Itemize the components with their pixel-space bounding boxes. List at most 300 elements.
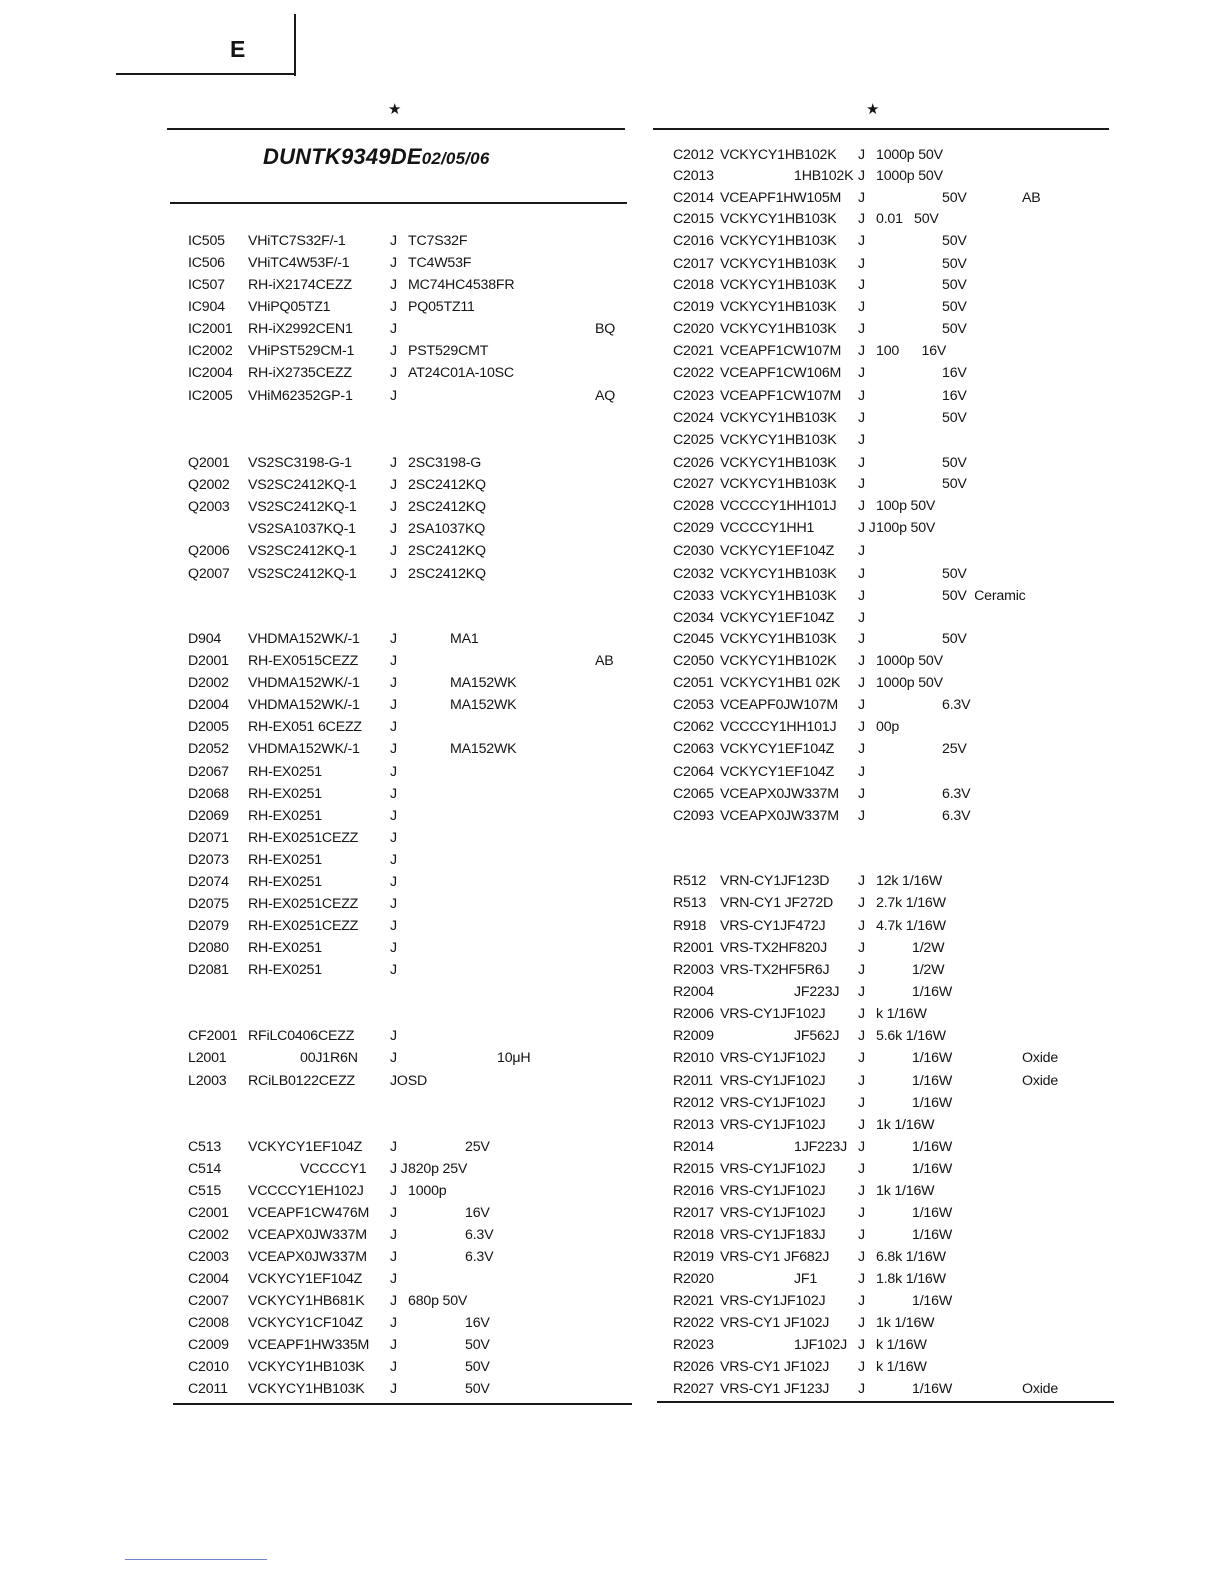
parts-code: J (858, 343, 865, 359)
parts-ref: D2079 (188, 918, 229, 934)
parts-code: J (390, 874, 397, 890)
parts-desc: 1000p 50V (876, 653, 943, 669)
parts-code: J (858, 962, 865, 978)
parts-desc: 100p 50V (876, 498, 936, 514)
parts-code: J (390, 477, 397, 493)
parts-code: J (390, 299, 397, 315)
parts-part: VCEAPF1CW107M (720, 343, 842, 359)
parts-ref: C2018 (673, 277, 714, 293)
parts-desc: 16V (465, 1205, 490, 1221)
parts-desc: AT24C01A-10SC (408, 365, 514, 381)
parts-ref: R512 (673, 873, 707, 889)
parts-ref: C2093 (673, 808, 714, 824)
parts-row (0, 631, 1224, 647)
parts-code: J (858, 1381, 865, 1397)
parts-desc: 6.3V (465, 1249, 494, 1265)
parts-ref: R513 (673, 895, 707, 911)
parts-part: JF1 (794, 1271, 818, 1287)
parts-part: VHDMA152WK/-1 (248, 631, 360, 647)
parts-ref: R2022 (673, 1315, 714, 1331)
parts-part: VCKYCY1HB102K (720, 147, 837, 163)
right-column-top-rule (653, 128, 1109, 130)
parts-row (0, 476, 1224, 492)
parts-desc: 50V Ceramic (942, 588, 1026, 604)
parts-row (0, 1073, 1224, 1089)
parts-code: J (390, 675, 397, 691)
parts-code: J (390, 255, 397, 271)
parts-desc: 50V (942, 190, 967, 206)
parts-part: VRS-CY1JF183J (720, 1227, 826, 1243)
parts-desc: 2SA1037KQ (408, 521, 486, 537)
parts-code: J (858, 211, 865, 227)
parts-ref: C2003 (188, 1249, 229, 1265)
parts-ref: C2021 (673, 343, 714, 359)
parts-row (0, 1337, 1224, 1353)
parts-ref: C2030 (673, 543, 714, 559)
parts-code: J (390, 566, 397, 582)
parts-ref: C2063 (673, 741, 714, 757)
parts-ref: R2017 (673, 1205, 714, 1221)
parts-part: VRS-CY1JF102J (720, 1050, 826, 1066)
parts-part: RH-EX0251 (248, 808, 322, 824)
parts-rank: AQ (595, 388, 616, 404)
parts-code: J (858, 808, 865, 824)
parts-ref: IC904 (188, 299, 225, 315)
parts-part: VRS-CY1JF102J (720, 1073, 826, 1089)
parts-code: J (390, 1249, 397, 1265)
parts-part: VCEAPX0JW337M (248, 1227, 367, 1243)
parts-ref: IC506 (188, 255, 225, 271)
parts-desc: PQ05TZ11 (408, 299, 475, 315)
parts-part: VCKYCY1EF104Z (720, 764, 835, 780)
parts-ref: C2019 (673, 299, 714, 315)
header-horizontal-rule (116, 73, 296, 75)
parts-desc: 100p 50V (876, 520, 936, 536)
parts-part: VCKYCY1EF104Z (720, 741, 835, 757)
parts-ref: C2051 (673, 675, 714, 691)
parts-part: VCKYCY1HB103K (720, 476, 837, 492)
parts-desc: 1/16W (912, 984, 953, 1000)
parts-desc: 16V (942, 365, 967, 381)
parts-row (0, 455, 1224, 471)
parts-part: VCEAPF1CW106M (720, 365, 842, 381)
parts-code: J (858, 432, 865, 448)
parts-desc: 1/16W (912, 1293, 953, 1309)
parts-ref: C2034 (673, 610, 714, 626)
parts-part: VCKYCY1HB103K (720, 455, 837, 471)
parts-row (0, 299, 1224, 315)
parts-row (0, 365, 1224, 381)
parts-code: J (858, 1271, 865, 1287)
parts-part: VHDMA152WK/-1 (248, 675, 360, 691)
parts-part: RH-EX0251 (248, 962, 322, 978)
parts-code: J (390, 918, 397, 934)
parts-code: J (390, 388, 397, 404)
header-vertical-rule (294, 14, 296, 76)
parts-code: J (858, 1073, 865, 1089)
parts-part: RH-EX0251 (248, 764, 322, 780)
parts-ref: C2009 (188, 1337, 229, 1353)
parts-desc: 50V (942, 256, 967, 272)
parts-part: VCKYCY1HB103K (720, 321, 837, 337)
parts-part: VCKYCY1HB103K (720, 256, 837, 272)
parts-code: J (858, 168, 865, 184)
parts-desc: TC7S32F (408, 233, 468, 249)
parts-desc: 50V (942, 476, 967, 492)
parts-desc: 2SC3198-G (408, 455, 482, 471)
parts-desc: 50V (942, 277, 967, 293)
parts-part: VCEAPF1HW335M (248, 1337, 370, 1353)
parts-ref: C2032 (673, 566, 714, 582)
parts-ref: C2015 (673, 211, 714, 227)
parts-desc: 1000p 50V (876, 147, 943, 163)
parts-row (0, 543, 1224, 559)
parts-part: JF562J (794, 1028, 840, 1044)
parts-row (0, 1117, 1224, 1133)
parts-part: RH-EX0251CEZZ (248, 918, 359, 934)
parts-row (0, 566, 1224, 582)
parts-row (0, 321, 1224, 337)
parts-part: VCKYCY1HB103K (720, 233, 837, 249)
parts-part: VCKYCY1HB1 02K (720, 675, 841, 691)
parts-row (0, 1293, 1224, 1309)
parts-code: J (390, 786, 397, 802)
parts-code: J (390, 1028, 397, 1044)
parts-row (0, 233, 1224, 249)
parts-ref: R2016 (673, 1183, 714, 1199)
parts-ref: IC2001 (188, 321, 233, 337)
parts-part: VCEAPF1CW476M (248, 1205, 370, 1221)
parts-desc: 680p 50V (408, 1293, 468, 1309)
parts-ref: L2001 (188, 1050, 227, 1066)
parts-part: 1JF223J (794, 1139, 848, 1155)
parts-part: 1HB102K (794, 168, 854, 184)
parts-row (0, 808, 1224, 824)
parts-code: J (858, 147, 865, 163)
parts-part: VHiPST529CM-1 (248, 343, 355, 359)
parts-code: J (858, 1227, 865, 1243)
parts-ref: C2026 (673, 455, 714, 471)
parts-desc: 50V (942, 233, 967, 249)
parts-ref: D2074 (188, 874, 229, 890)
parts-code: J (390, 1183, 397, 1199)
parts-code: J (390, 764, 397, 780)
footer-rule (125, 1559, 267, 1560)
parts-ref: D2052 (188, 741, 229, 757)
parts-code: J (858, 1183, 865, 1199)
parts-code: J (858, 277, 865, 293)
parts-ref: D2069 (188, 808, 229, 824)
parts-ref: C2007 (188, 1293, 229, 1309)
parts-row (0, 764, 1224, 780)
parts-part: VCKYCY1HB103K (720, 631, 837, 647)
parts-ref: R2021 (673, 1293, 714, 1309)
parts-desc: 6.3V (942, 697, 971, 713)
parts-ref: C2023 (673, 388, 714, 404)
parts-part: VHDMA152WK/-1 (248, 697, 360, 713)
parts-code: J (858, 1028, 865, 1044)
parts-code: J (390, 697, 397, 713)
parts-ref: Q2002 (188, 477, 230, 493)
parts-ref: C2065 (673, 786, 714, 802)
parts-row (0, 1249, 1224, 1265)
parts-ref: C2062 (673, 719, 714, 735)
model-suffix: 02/05/06 (421, 149, 490, 168)
parts-row (0, 147, 1224, 163)
parts-code: J (858, 321, 865, 337)
parts-desc: 25V (942, 741, 967, 757)
parts-part: 1JF102J (794, 1337, 848, 1353)
parts-row (0, 830, 1224, 846)
parts-code: J (390, 962, 397, 978)
parts-desc: 6.3V (465, 1227, 494, 1243)
parts-ref: C515 (188, 1183, 222, 1199)
parts-ref: D2005 (188, 719, 229, 735)
parts-row (0, 1315, 1224, 1331)
parts-part: VS2SC2412KQ-1 (248, 566, 357, 582)
parts-row (0, 343, 1224, 359)
parts-code: J (858, 543, 865, 559)
parts-desc: 0.01 50V (876, 211, 939, 227)
parts-part: RCiLB0122CEZZ (248, 1073, 355, 1089)
parts-row (0, 873, 1224, 889)
parts-code: J (858, 1205, 865, 1221)
parts-code: J (390, 1381, 397, 1397)
parts-code: J (390, 741, 397, 757)
parts-part: VRN-CY1 JF272D (720, 895, 834, 911)
parts-code: J (858, 498, 865, 514)
parts-part: RH-iX2174CEZZ (248, 277, 352, 293)
parts-part: VS2SC2412KQ-1 (248, 543, 357, 559)
parts-ref: CF2001 (188, 1028, 238, 1044)
parts-desc: 1/16W (912, 1139, 953, 1155)
parts-part: 00J1R6N (300, 1050, 358, 1066)
parts-part: VHiM62352GP-1 (248, 388, 353, 404)
parts-desc: 1/16W (912, 1205, 953, 1221)
parts-code: J (390, 233, 397, 249)
parts-ref: R2019 (673, 1249, 714, 1265)
parts-code: J (390, 808, 397, 824)
parts-ref: R2023 (673, 1337, 714, 1353)
parts-ref: C2001 (188, 1205, 229, 1221)
parts-desc: 6.8k 1/16W (876, 1249, 946, 1265)
parts-desc: 1k 1/16W (876, 1315, 935, 1331)
parts-code: J (390, 1337, 397, 1353)
parts-row (0, 1205, 1224, 1221)
parts-part: VRS-CY1JF102J (720, 1006, 826, 1022)
parts-code: J (858, 764, 865, 780)
parts-row (0, 653, 1224, 669)
parts-desc: 2SC2412KQ (408, 543, 486, 559)
parts-desc: 1.8k 1/16W (876, 1271, 946, 1287)
parts-ref: C2029 (673, 520, 714, 536)
parts-row (0, 962, 1224, 978)
parts-part: VCCCCY1HH1 (720, 520, 815, 536)
parts-part: VCKYCY1HB681K (248, 1293, 365, 1309)
parts-ref: C2053 (673, 697, 714, 713)
parts-desc: 1000p 50V (876, 168, 943, 184)
parts-rank: AB (1022, 190, 1041, 206)
parts-desc: MC74HC4538FR (408, 277, 515, 293)
parts-part: VS2SC2412KQ-1 (248, 499, 357, 515)
right-column-bottom-rule (657, 1401, 1114, 1403)
parts-row (0, 1381, 1224, 1397)
parts-part: VCCCCY1HH101J (720, 498, 837, 514)
parts-desc: 1/16W (912, 1050, 953, 1066)
parts-part: VCKYCY1HB103K (720, 299, 837, 315)
parts-desc: 50V (465, 1359, 490, 1375)
parts-code: J (858, 1161, 865, 1177)
parts-desc: 00p (876, 719, 900, 735)
parts-part: VCKYCY1EF104Z (720, 610, 835, 626)
parts-ref: Q2001 (188, 455, 230, 471)
parts-part: RH-EX0251CEZZ (248, 830, 359, 846)
parts-code: J (858, 675, 865, 691)
parts-part: VRS-TX2HF5R6J (720, 962, 830, 978)
parts-row (0, 1095, 1224, 1111)
parts-code: J (390, 1139, 397, 1155)
parts-part: VRN-CY1JF123D (720, 873, 830, 889)
parts-part: VCCCCY1 (300, 1161, 367, 1177)
parts-code: J (858, 1139, 865, 1155)
star-icon: ★ (866, 101, 880, 118)
parts-part: RH-EX0251CEZZ (248, 896, 359, 912)
parts-part: VRS-CY1JF102J (720, 1183, 826, 1199)
parts-code: J (858, 233, 865, 249)
parts-row (0, 1183, 1224, 1199)
parts-part: VCEAPF0JW107M (720, 697, 839, 713)
parts-desc: 1k 1/16W (876, 1117, 935, 1133)
parts-desc: 50V (942, 410, 967, 426)
parts-ref: IC507 (188, 277, 225, 293)
parts-ref: D2080 (188, 940, 229, 956)
parts-code: J (390, 1271, 397, 1287)
parts-part: VRS-CY1JF102J (720, 1095, 826, 1111)
parts-desc: MA152WK (450, 697, 517, 713)
parts-ref: D2004 (188, 697, 229, 713)
parts-ref: C2027 (673, 476, 714, 492)
model-number: DUNTK9349DE (263, 144, 422, 169)
parts-desc: 50V (942, 299, 967, 315)
parts-part: VCCCCY1EH102J (248, 1183, 364, 1199)
parts-ref: R2013 (673, 1117, 714, 1133)
parts-part: RH-iX2735CEZZ (248, 365, 352, 381)
parts-code: J (858, 873, 865, 889)
parts-part: VCEAPX0JW337M (720, 786, 839, 802)
parts-part: VHiTC4W53F/-1 (248, 255, 350, 271)
parts-code: J (390, 321, 397, 337)
parts-ref: C2045 (673, 631, 714, 647)
parts-code: J (390, 1293, 397, 1309)
parts-desc: 2SC2412KQ (408, 566, 486, 582)
parts-row (0, 786, 1224, 802)
parts-ref: L2003 (188, 1073, 227, 1089)
parts-part: RH-EX0515CEZZ (248, 653, 359, 669)
parts-code: J J (858, 520, 876, 536)
parts-row (0, 1028, 1224, 1044)
parts-desc: 50V (942, 566, 967, 582)
parts-row (0, 520, 1224, 536)
parts-desc: 1/2W (912, 940, 945, 956)
parts-ref: C2002 (188, 1227, 229, 1243)
parts-code: J (390, 1227, 397, 1243)
parts-ref: C2028 (673, 498, 714, 514)
parts-code: J (858, 895, 865, 911)
parts-ref: R2026 (673, 1359, 714, 1375)
parts-part: VRS-CY1JF102J (720, 1293, 826, 1309)
parts-code: J (390, 343, 397, 359)
parts-ref: R2003 (673, 962, 714, 978)
parts-row (0, 1006, 1224, 1022)
parts-ref: Q2003 (188, 499, 230, 515)
parts-row (0, 277, 1224, 293)
parts-row (0, 256, 1224, 272)
parts-desc: 2.7k 1/16W (876, 895, 946, 911)
parts-ref: R2004 (673, 984, 714, 1000)
parts-ref: C2014 (673, 190, 714, 206)
parts-row (0, 895, 1224, 911)
parts-code: J (858, 610, 865, 626)
parts-part: VCKYCY1HB103K (720, 566, 837, 582)
parts-part: VHDMA152WK/-1 (248, 741, 360, 757)
parts-part: VRS-CY1 JF123J (720, 1381, 830, 1397)
parts-code: JOSD (390, 1073, 428, 1089)
parts-ref: C2016 (673, 233, 714, 249)
parts-desc: 1/16W (912, 1073, 953, 1089)
parts-ref: R2015 (673, 1161, 714, 1177)
parts-row (0, 675, 1224, 691)
parts-code: J (390, 1050, 397, 1066)
parts-ref: C2011 (188, 1381, 228, 1397)
parts-code: J (390, 719, 397, 735)
parts-ref: C2024 (673, 410, 714, 426)
parts-ref: C2033 (673, 588, 714, 604)
parts-ref: Q2007 (188, 566, 230, 582)
parts-desc: 1000p (408, 1183, 447, 1199)
parts-ref: IC505 (188, 233, 225, 249)
parts-row (0, 918, 1224, 934)
parts-row (0, 190, 1224, 206)
star-icon: ★ (388, 101, 402, 118)
parts-desc: 1k 1/16W (876, 1183, 935, 1199)
parts-ref: R2010 (673, 1050, 714, 1066)
parts-rank: BQ (595, 321, 616, 337)
parts-ref: C2010 (188, 1359, 229, 1375)
parts-part: RH-iX2992CEN1 (248, 321, 353, 337)
parts-desc: 2SC2412KQ (408, 477, 486, 493)
parts-part: VS2SC2412KQ-1 (248, 477, 357, 493)
parts-code: J (858, 1337, 865, 1353)
parts-desc: 6.3V (942, 808, 971, 824)
parts-part: VCKYCY1HB103K (248, 1381, 365, 1397)
parts-desc: k 1/16W (876, 1359, 927, 1375)
parts-code: J (858, 984, 865, 1000)
parts-code: J (858, 719, 865, 735)
parts-code: J (858, 653, 865, 669)
parts-desc: TC4W53F (408, 255, 472, 271)
parts-part: VHiPQ05TZ1 (248, 299, 331, 315)
parts-code: J (858, 1249, 865, 1265)
parts-desc: 50V (465, 1381, 490, 1397)
parts-row (0, 1359, 1224, 1375)
parts-part: VCEAPX0JW337M (720, 808, 839, 824)
parts-part: VCEAPF1HW105M (720, 190, 842, 206)
parts-ref: D2067 (188, 764, 229, 780)
parts-code: J (390, 653, 397, 669)
parts-code: J (858, 299, 865, 315)
parts-part: VCKYCY1HB102K (720, 653, 837, 669)
parts-ref: C2017 (673, 256, 714, 272)
